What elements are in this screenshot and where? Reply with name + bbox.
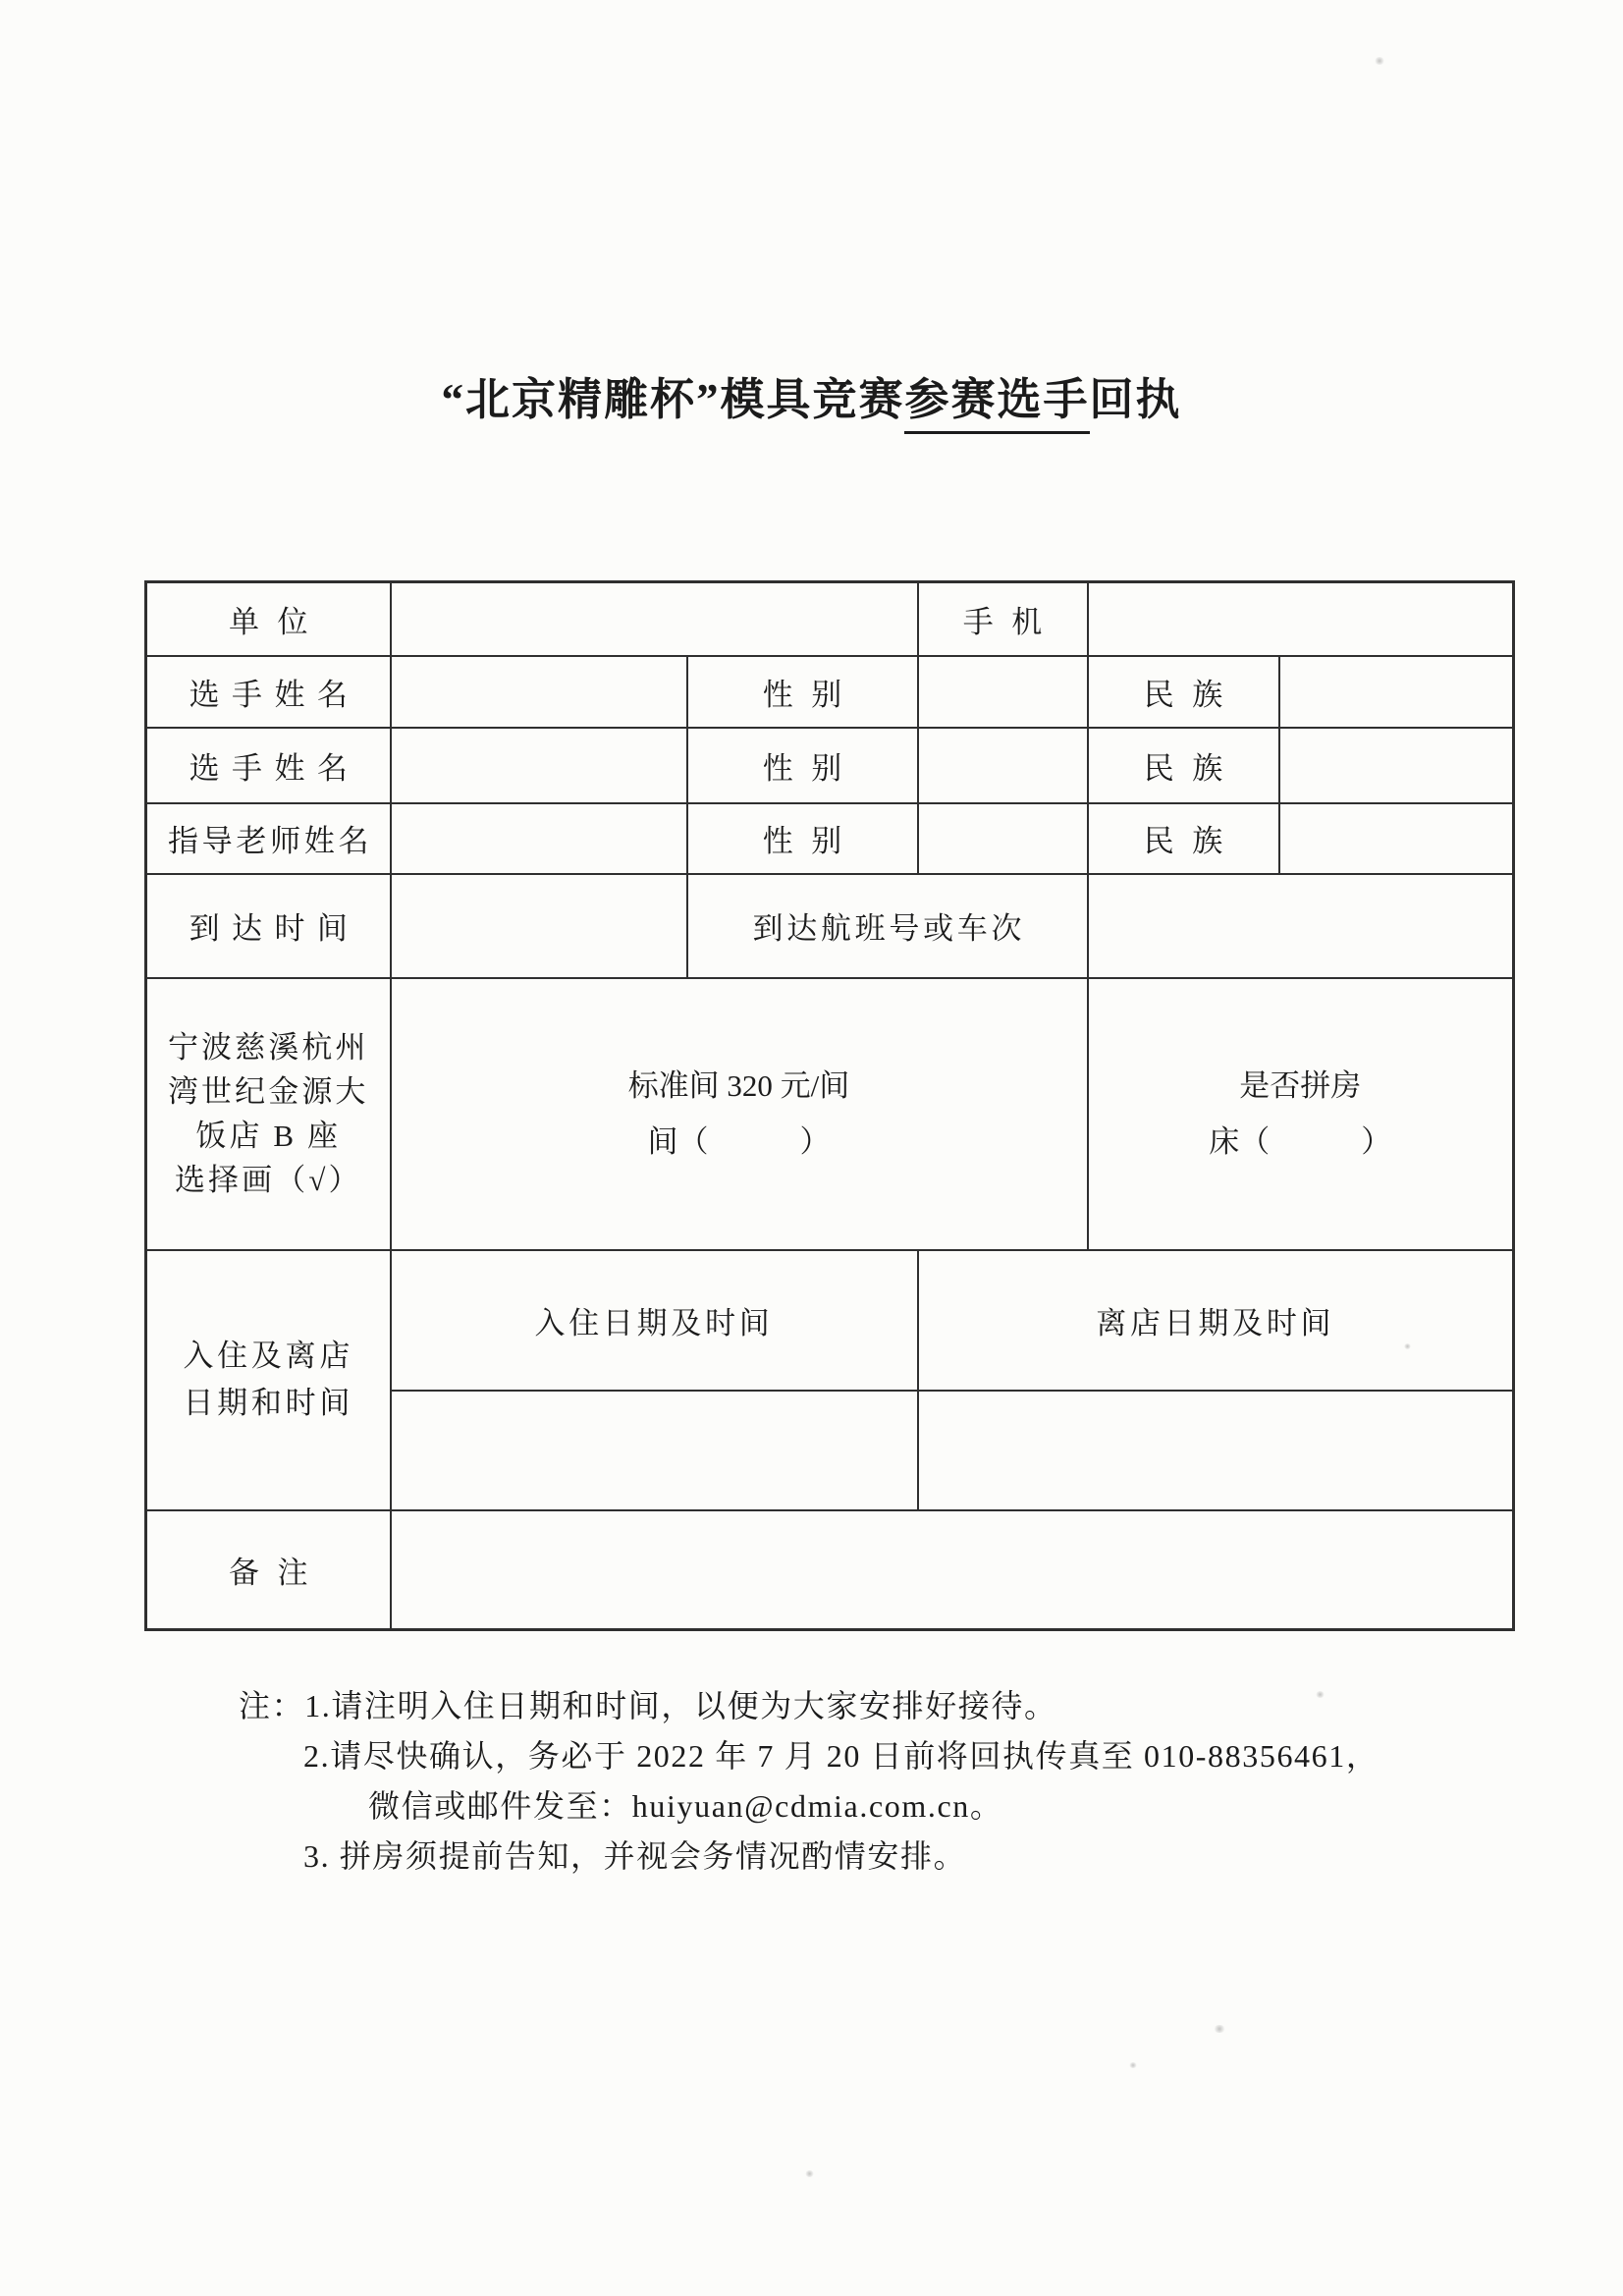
scan-artifact [1375,57,1384,65]
share-room-line: 是否拼房 [1239,1068,1362,1103]
scan-artifact [1129,2062,1137,2068]
mobile-value-cell [1088,582,1514,656]
page-title-prefix: “北京精雕杯”模具竞赛 [441,375,905,424]
arrival-flight-cell [1088,874,1514,978]
stay-dates-label-line-2: 日期和时间 [183,1386,354,1420]
player-1-name-cell [391,656,687,728]
table-row-unit [146,582,1514,656]
footnote-line-1: 注：1.请注明入住日期和时间，以便为大家安排好接待。 [239,1688,1057,1723]
teacher-ethnic-label: 民族 [1088,803,1279,874]
stay-dates-label [146,1250,391,1510]
checkout-value-cell [918,1391,1514,1510]
table-row-remarks [146,1510,1514,1630]
player-1-gender-label: 性别 [687,656,918,728]
table-row-teacher [146,803,1514,874]
footnote-line-4: 3. 拼房须提前告知，并视会务情况酌情安排。 [303,1838,967,1874]
page-title-underlined: 参赛选手 [904,375,1089,434]
checkout-header: 离店日期及时间 [918,1250,1514,1391]
page-title-suffix: 回执 [1089,375,1182,424]
arrival-time-cell [391,874,687,978]
hotel-label-line-1: 宁波慈溪杭州 [167,1030,369,1065]
player-2-ethnic-label: 民族 [1088,728,1279,803]
hotel-label-line-4: 选择画（√） [174,1163,362,1197]
remarks-value-cell [391,1510,1514,1630]
player-2-ethnic-cell [1279,728,1514,803]
scan-artifact [1214,2025,1225,2033]
teacher-gender-label: 性别 [687,803,918,874]
hotel-label-line-3: 饭店 B 座 [195,1119,342,1153]
table-row-player-2 [146,728,1514,803]
player-1-ethnic-label: 民族 [1088,656,1279,728]
teacher-name-cell [391,803,687,874]
stay-dates-label-line-1: 入住及离店 [183,1339,354,1373]
unit-value-cell [391,582,918,656]
footnote-line-3: 微信或邮件发至：huiyuan@cdmia.com.cn。 [368,1788,1003,1824]
checkin-header: 入住日期及时间 [391,1250,918,1391]
share-room-cell [1088,978,1514,1250]
scan-artifact [1404,1343,1411,1349]
share-bed-line: 床（ ） [1209,1124,1392,1159]
player-2-name-cell [391,728,687,803]
player-2-gender-label: 性别 [687,728,918,803]
registration-form-table [144,580,1515,1631]
teacher-name-label: 指导老师姓名 [146,803,391,874]
hotel-label-line-2: 湾世纪金源大 [167,1074,369,1109]
remarks-label: 备注 [146,1510,391,1630]
player-2-gender-cell [918,728,1088,803]
room-price-line: 标准间 320 元/间 [627,1068,850,1103]
player-1-name-label: 选手姓名 [146,656,391,728]
room-option-cell [391,978,1088,1250]
mobile-label: 手机 [918,582,1088,656]
footnotes [239,1681,1379,1882]
arrival-time-label: 到达时间 [146,874,391,978]
scan-artifact [805,2170,814,2177]
arrival-flight-label: 到达航班号或车次 [687,874,1088,978]
player-1-gender-cell [918,656,1088,728]
table-row-player-1 [146,656,1514,728]
table-row-stay-headers [146,1250,1514,1391]
player-2-name-label: 选手姓名 [146,728,391,803]
scan-artifact [1316,1691,1325,1698]
table-row-arrival [146,874,1514,978]
table-row-hotel [146,978,1514,1250]
checkin-value-cell [391,1391,918,1510]
page-title [0,363,1623,427]
unit-label: 单位 [146,582,391,656]
teacher-ethnic-cell [1279,803,1514,874]
teacher-gender-cell [918,803,1088,874]
player-1-ethnic-cell [1279,656,1514,728]
footnote-line-2: 2.请尽快确认，务必于 2022 年 7 月 20 日前将回执传真至 010-88356461， [303,1738,1380,1774]
hotel-label [146,978,391,1250]
room-count-line: 间（ ） [647,1124,831,1159]
